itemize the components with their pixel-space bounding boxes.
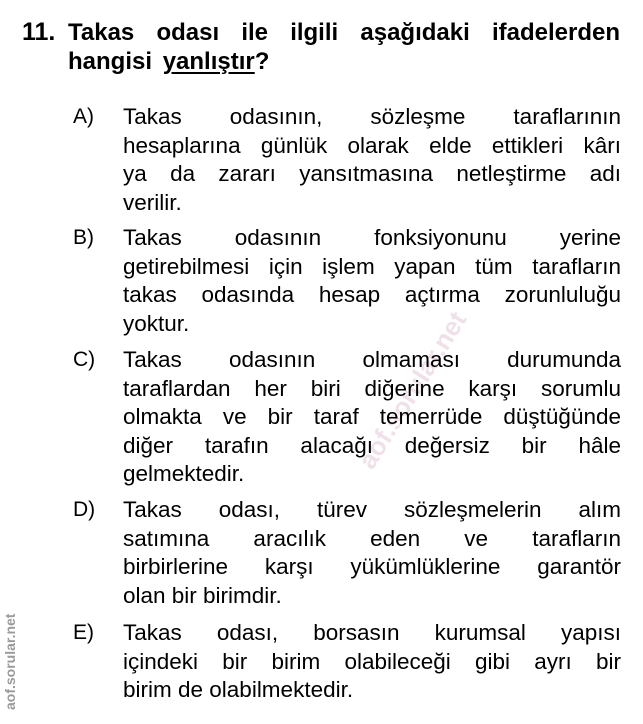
option-line: verilir. — [123, 189, 182, 215]
option-text — [123, 224, 621, 338]
option-letter: E) — [73, 621, 94, 644]
option-letter: B) — [73, 226, 94, 249]
question-number: 11. — [22, 18, 56, 46]
option-letter: A) — [73, 105, 94, 128]
option-line: olan bir birimdir. — [123, 582, 282, 608]
option-text — [123, 496, 621, 610]
option-letter: D) — [73, 498, 96, 521]
option-text — [123, 346, 621, 489]
option-line: Takas odasının, sözleşme taraflarının — [123, 104, 621, 129]
option-line: Takas odasının olmaması durumunda — [123, 347, 621, 372]
option-line: satımına aracılık eden ve tarafların — [123, 525, 621, 551]
option-text — [123, 103, 621, 217]
option-line: getirebilmesi için işlem yapan tüm tarafların — [123, 253, 621, 279]
question-line-2-prefix: hangisi — [68, 48, 163, 75]
question-stem — [68, 18, 620, 76]
question-emphasis: yanlıştır — [162, 48, 255, 75]
question-line-1: Takas odası ile ilgili aşağıdaki ifadelerden — [68, 19, 620, 46]
option-line: taraflardan her biri diğerine karşı sorumlu — [123, 375, 621, 401]
question-line-2-suffix: ? — [254, 48, 270, 75]
option-line: yoktur. — [123, 310, 190, 336]
option-line: olmakta ve bir taraf temerrüde düştüğünde — [123, 404, 621, 429]
option-line: Takas odasının fonksiyonunu yerine — [123, 225, 621, 250]
option-text — [123, 619, 621, 705]
option-letter: C) — [73, 348, 96, 371]
option-line: takas odasında hesap açtırma zorunluluğu — [123, 282, 621, 307]
question-line-2 — [68, 47, 620, 76]
option-line: Takas odası, türev sözleşmelerin alım — [123, 497, 621, 522]
watermark-side: aof.sorular.net — [2, 613, 18, 710]
option-line: ya da zararı yansıtmasına netleştirme adı — [123, 161, 621, 186]
watermark-diagonal: aof.sorular.net — [352, 306, 473, 474]
option-line: gelmektedir. — [123, 461, 245, 486]
option-line: Takas odası, borsasın kurumsal yapısı — [123, 620, 621, 645]
option-line: birim de olabilmektedir. — [123, 677, 354, 702]
option-line: içindeki bir birim olabileceği gibi ayrı bir — [123, 648, 621, 674]
option-line: diğer tarafın alacağı değersiz bir hâle — [123, 432, 621, 458]
option-line: hesaplarına günlük olarak elde ettikleri kârı — [123, 132, 621, 158]
option-line: birbirlerine karşı yükümlüklerine garantör — [123, 554, 621, 579]
